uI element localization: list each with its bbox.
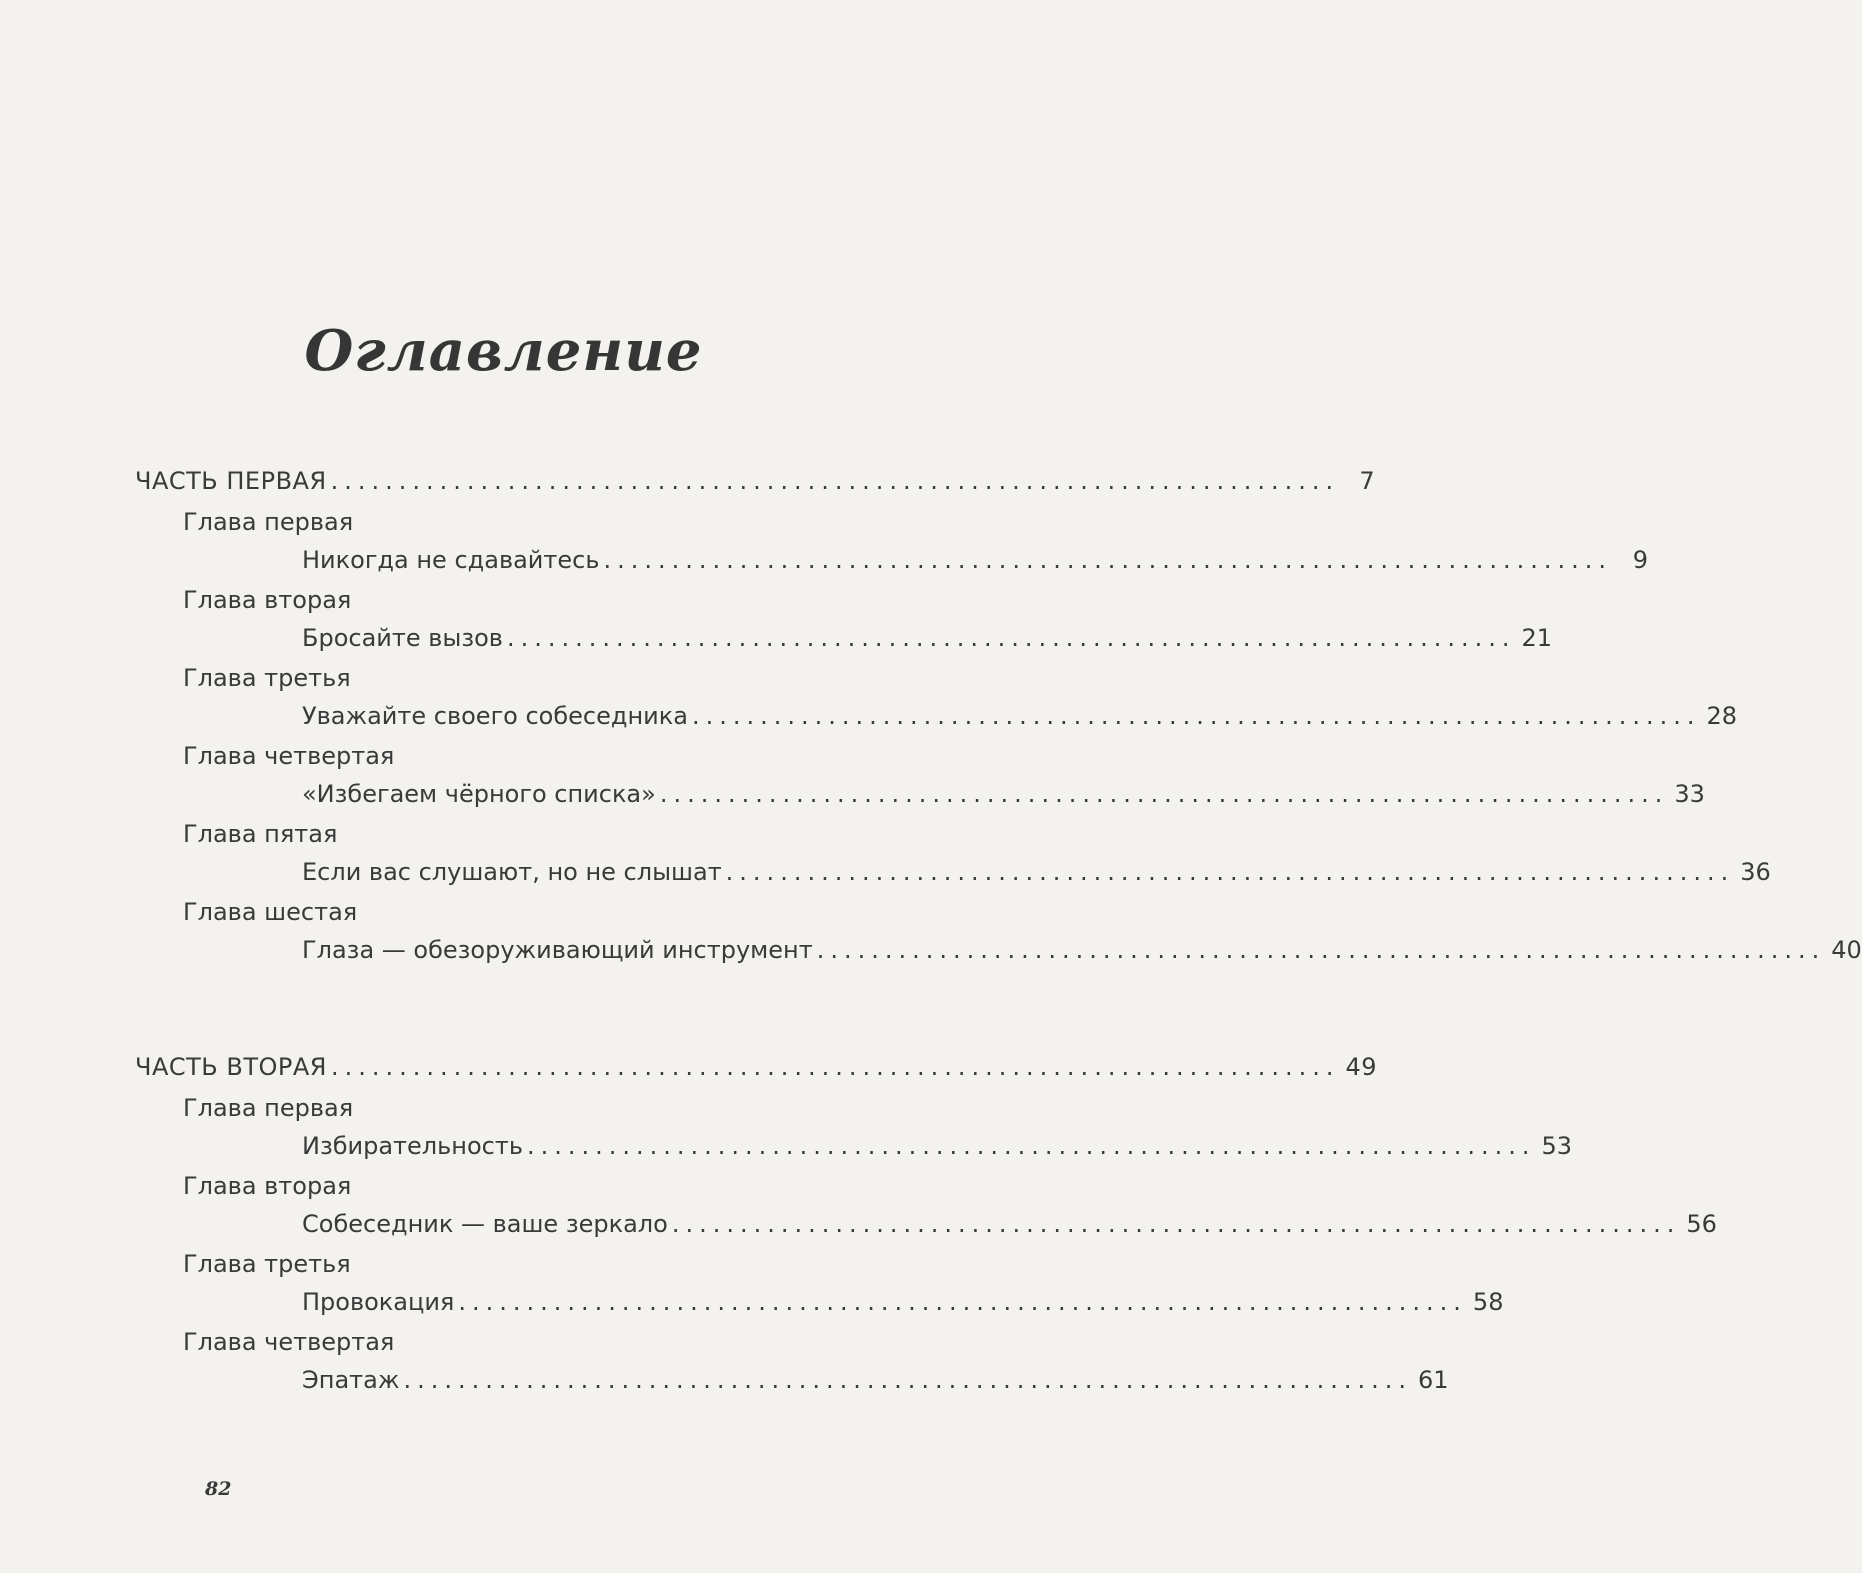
chapter-label: Глава пятая [183,820,338,848]
section-title: Бросайте вызов [302,624,503,652]
dot-leader: .......................................................................... [403,1366,1413,1394]
page-number: 56 [1686,1210,1717,1238]
toc-chapter [183,1324,883,1360]
toc-chapter [183,660,883,696]
dot-leader: .......................................................................... [603,546,1613,574]
chapter-label: Глава третья [183,664,351,692]
toc-section[interactable] [302,1128,1573,1164]
toc-chapter [183,816,883,852]
dot-leader: .......................................................................... [330,467,1340,495]
dot-leader: .......................................................................... [691,702,1701,730]
toc-section[interactable] [302,698,1738,734]
toc-part-1[interactable] [135,463,1376,499]
toc-section[interactable] [302,1284,1504,1320]
page-number: 49 [1345,1053,1378,1081]
chapter-label: Глава первая [183,1094,354,1122]
toc-chapter [183,894,883,930]
toc-section[interactable] [302,1206,1717,1242]
folio-page-number: 82 [205,1478,232,1500]
toc-section[interactable] [302,776,1705,812]
chapter-label: Глава вторая [183,1172,352,1200]
section-title: Избирательность [302,1132,523,1160]
chapter-label: Глава четвертая [183,1328,395,1356]
section-title: Уважайте своего собеседника [302,702,688,730]
part-label: ЧАСТЬ ПЕРВАЯ [135,467,327,495]
page-number: 36 [1740,858,1771,886]
part-label: ЧАСТЬ ВТОРАЯ [135,1053,327,1081]
page-number: 33 [1674,780,1705,808]
page-number: 21 [1521,624,1553,652]
toc-chapter [183,1246,883,1282]
chapter-label: Глава шестая [183,898,358,926]
toc-section[interactable] [302,854,1771,890]
dot-leader: .......................................................................... [659,780,1669,808]
chapter-label: Глава первая [183,508,354,536]
chapter-label: Глава третья [183,1250,351,1278]
toc-chapter [183,1090,883,1126]
page-number: 28 [1706,702,1738,730]
toc-chapter [183,738,883,774]
dot-leader: .......................................................................... [330,1053,1340,1081]
section-title: Глаза — обезоруживающий инструмент [302,936,813,964]
toc-chapter [183,504,883,540]
dot-leader: .......................................................................... [816,936,1826,964]
dot-leader: .......................................................................... [671,1210,1681,1238]
page-number: 9 [1632,546,1649,574]
dot-leader: .......................................................................... [725,858,1735,886]
section-title: Никогда не сдавайтесь [302,546,600,574]
section-title: «Избегаем чёрного списка» [302,780,656,808]
dot-leader: .......................................................................... [526,1132,1536,1160]
toc-part-2[interactable] [135,1049,1378,1085]
toc-section[interactable] [302,1362,1449,1398]
page-number: 53 [1541,1132,1573,1160]
section-title: Собеседник — ваше зеркало [302,1210,668,1238]
toc-chapter [183,1168,883,1204]
dot-leader: .......................................................................... [458,1288,1467,1316]
toc-chapter [183,582,883,618]
chapter-label: Глава вторая [183,586,352,614]
page-title: Оглавление [304,318,703,384]
page-number: 58 [1472,1288,1504,1316]
section-title: Если вас слушают, но не слышат [302,858,722,886]
page-number: 61 [1418,1366,1449,1394]
toc-section[interactable] [302,620,1553,656]
page-number: 7 [1359,467,1376,495]
toc-section[interactable] [302,542,1649,578]
chapter-label: Глава четвертая [183,742,395,770]
page-number: 40 [1831,936,1862,964]
section-title: Провокация [302,1288,455,1316]
toc-section[interactable] [302,932,1862,968]
section-title: Эпатаж [302,1366,400,1394]
dot-leader: .......................................................................... [506,624,1516,652]
